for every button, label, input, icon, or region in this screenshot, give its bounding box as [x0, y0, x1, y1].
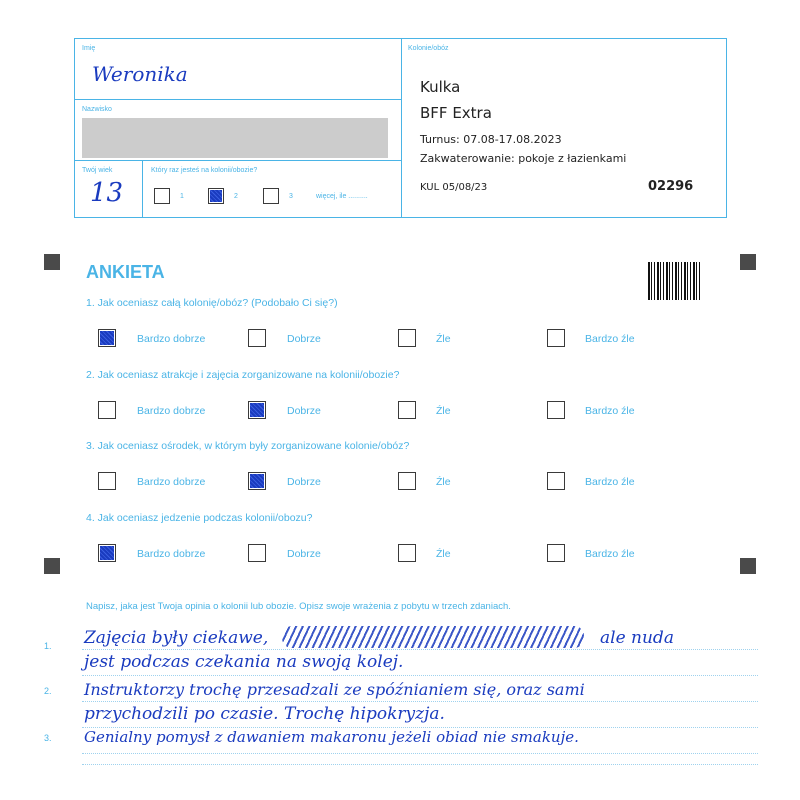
- survey-title: ANKIETA: [86, 262, 165, 282]
- q1-label-good: Dobrze: [287, 333, 321, 345]
- answer-line-3: [82, 701, 758, 702]
- times-option-2: 2: [234, 193, 238, 200]
- q2-label-very-good: Bardzo dobrze: [137, 405, 206, 417]
- answer-text-2: jest podczas czekania na swoją kolej.: [84, 652, 404, 672]
- question-2: 2. Jak oceniasz atrakcje i zajęcia zorganizowane na kolonii/obozie?: [86, 369, 400, 381]
- times-checkbox-2[interactable]: [208, 188, 224, 204]
- form-number: 02296: [648, 179, 694, 194]
- q2-label-good: Dobrze: [287, 405, 321, 417]
- q4-option-good[interactable]: [248, 544, 266, 562]
- answer-text-4: przychodzili po czasie. Trochę hipokryzja.: [84, 704, 445, 724]
- question-4: 4. Jak oceniasz jedzenie podczas kolonii/obozu?: [86, 512, 313, 524]
- times-checkbox-3[interactable]: [263, 188, 279, 204]
- q2-option-very-good[interactable]: [98, 401, 116, 419]
- q1-label-very-good: Bardzo dobrze: [137, 333, 206, 345]
- answer-text-5: Genialny pomysł z dawaniem makaronu jeżeli obiad nie smakuje.: [84, 728, 579, 746]
- q4-label-bad: Źle: [436, 548, 451, 560]
- camp-label: Kolonie/obóz: [408, 45, 449, 52]
- q1-option-very-bad[interactable]: [547, 329, 565, 347]
- q1-label-bad: Źle: [436, 333, 451, 345]
- q4-option-bad[interactable]: [398, 544, 416, 562]
- q3-label-bad: Źle: [436, 476, 451, 488]
- registration-marker-top-left: [44, 254, 60, 270]
- age-label: Twój wiek: [82, 167, 113, 174]
- answer-text-1b: ale nuda: [600, 628, 674, 648]
- q1-option-good[interactable]: [248, 329, 266, 347]
- age-value: 13: [90, 178, 124, 208]
- redacted-surname: [82, 118, 388, 158]
- q3-label-very-good: Bardzo dobrze: [137, 476, 206, 488]
- answer-line-6: [82, 764, 758, 765]
- answer-text-3: Instruktorzy trochę przesadzali ze spóźnianiem się, oraz sami: [84, 680, 585, 699]
- camp-program: BFF Extra: [420, 104, 492, 122]
- turnus: Turnus: 07.08-17.08.2023: [420, 133, 562, 146]
- answer-number-2: 2.: [44, 686, 52, 696]
- registration-marker-bottom-left: [44, 558, 60, 574]
- times-option-3: 3: [289, 193, 293, 200]
- name-label: Imię: [82, 45, 96, 52]
- q4-option-very-bad[interactable]: [547, 544, 565, 562]
- q1-label-very-bad: Bardzo źle: [585, 333, 635, 345]
- q1-option-bad[interactable]: [398, 329, 416, 347]
- question-3: 3. Jak oceniasz ośrodek, w którym były zorganizowane kolonie/obóz?: [86, 440, 410, 452]
- answer-line-1: [82, 649, 758, 650]
- name-value: Weronika: [92, 62, 188, 86]
- camp-code: KUL 05/08/23: [420, 182, 488, 193]
- q2-label-bad: Źle: [436, 405, 451, 417]
- times-option-1: 1: [180, 193, 184, 200]
- accommodation: Zakwaterowanie: pokoje z łazienkami: [420, 152, 627, 165]
- q1-option-very-good[interactable]: [98, 329, 116, 347]
- answer-number-1: 1.: [44, 641, 52, 651]
- q4-option-very-good[interactable]: [98, 544, 116, 562]
- times-label: Który raz jesteś na kolonii/obozie?: [151, 167, 258, 174]
- registration-marker-top-right: [740, 254, 756, 270]
- q3-option-bad[interactable]: [398, 472, 416, 490]
- times-checkbox-1[interactable]: [154, 188, 170, 204]
- q3-option-good[interactable]: [248, 472, 266, 490]
- q3-label-good: Dobrze: [287, 476, 321, 488]
- q3-option-very-good[interactable]: [98, 472, 116, 490]
- q4-label-very-bad: Bardzo źle: [585, 548, 635, 560]
- opinion-prompt: Napisz, jaka jest Twoja opinia o kolonii lub obozie. Opisz swoje wrażenia z pobytu w trzech zdaniach.: [86, 601, 511, 612]
- surname-label: Nazwisko: [82, 106, 112, 113]
- answer-number-3: 3.: [44, 733, 52, 743]
- camp-name: Kulka: [420, 78, 461, 96]
- answer-line-5: [82, 753, 758, 754]
- q3-option-very-bad[interactable]: [547, 472, 565, 490]
- times-more: więcej, ile ..........: [316, 193, 368, 200]
- q3-label-very-bad: Bardzo źle: [585, 476, 635, 488]
- registration-marker-bottom-right: [740, 558, 756, 574]
- crossed-out-text: [282, 626, 584, 648]
- answer-text-1a: Zajęcia były ciekawe,: [84, 628, 269, 648]
- barcode: [648, 262, 700, 300]
- q4-label-good: Dobrze: [287, 548, 321, 560]
- q2-option-bad[interactable]: [398, 401, 416, 419]
- question-1: 1. Jak oceniasz całą kolonię/obóz? (Podobało Ci się?): [86, 297, 338, 309]
- q2-option-very-bad[interactable]: [547, 401, 565, 419]
- q2-label-very-bad: Bardzo źle: [585, 405, 635, 417]
- q4-label-very-good: Bardzo dobrze: [137, 548, 206, 560]
- answer-line-2: [82, 675, 758, 676]
- q2-option-good[interactable]: [248, 401, 266, 419]
